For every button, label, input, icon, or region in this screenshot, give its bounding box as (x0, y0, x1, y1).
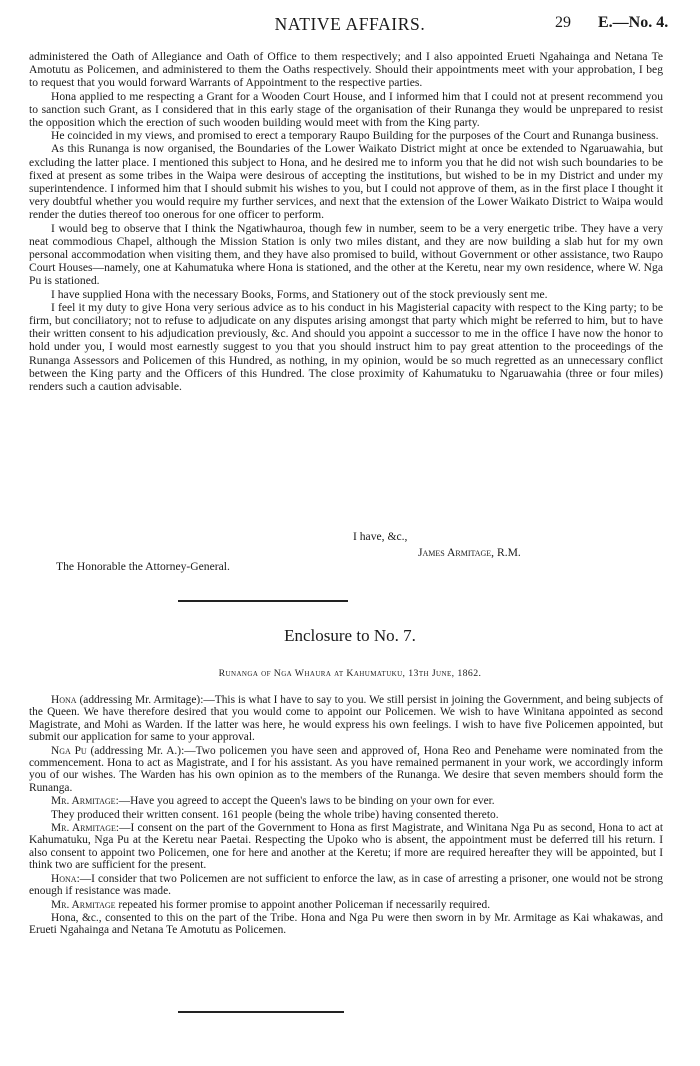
document-reference: E.—No. 4. (598, 14, 669, 31)
paragraph-text: repeated his former promise to appoint another Policeman if necessarily required. (115, 898, 491, 911)
speaker-name: Nga Pu (51, 744, 87, 757)
running-title: NATIVE AFFAIRS. (274, 14, 426, 34)
letter-paragraph: I would beg to observe that I think the Ngatiwhauroa, though few in number, seem to be a very energetic tribe. They have a very neat commodious Chapel, although the Mission Station is only two miles distant, and they are now building a slab hut for my own personal accommodation when visiting them, and they have also promised to build, without Government or other assistance, two Raupo Court Houses—namely, one at Kahumatuka where Hona is stationed, and the other at the Keretu, near my own residence, where W. Nga Pu is stationed. (29, 221, 663, 288)
signature: James Armitage, R.M. (418, 546, 521, 559)
enclosure-paragraph (29, 809, 663, 821)
closing-divider (178, 1011, 344, 1013)
page-header (0, 14, 700, 42)
enclosure-paragraph (29, 899, 663, 911)
page-number: 29 (555, 14, 571, 31)
enclosure-paragraph (29, 822, 663, 872)
enclosure-paragraph (29, 912, 663, 937)
letter-paragraph: I have supplied Hona with the necessary Books, Forms, and Stationery out of the stock previously sent me. (51, 287, 548, 301)
speaker-name: Mr. Armitage (51, 795, 116, 808)
speaker-name: Mr. Armitage (51, 822, 116, 835)
letter-paragraph: He coincided in my views, and promised to erect a temporary Raupo Building for the purposes of the Court and Runanga business. (51, 129, 659, 143)
paragraph-text: (addressing Mr. Armitage):—This is what I have to say to you. We still persist in joining the Government, and being subjects of the Queen. We have therefore desired that you would come to appoint our Policemen. We wish to have Winitana appointed as second Magistrate, and Mohi as Warden. If the latter was here, he would express his own feelings. I wish to have five Policemen appointed, but submit our application for same to your approval. (29, 694, 663, 744)
speaker-name: Hona (51, 872, 77, 885)
letter-body (29, 50, 663, 393)
paragraph-text: Hona, &c., consented to this on the part of the Tribe. Hona and Nga Pu were then sworn in by Mr. Armitage as Kai whakawas, and Erueti Ngahainga and Netana Te Amotutu as Policemen. (29, 911, 663, 937)
letter-paragraph: I feel it my duty to give Hona very serious advice as to his conduct in his Magisterial capacity with respect to the King party; to be firm, but conciliatory; not to refuse to adjudicate on any disputes arising amongst that party which might be referred to him, but to have their written consent to his adjudication previously, &c. And should you appoint a successor to me in the office I have now the honor to hold under you, I would most earnestly suggest to you that you should instruct him to pay great attention to the proceedings of the Runanga Assessors and Policemen of this Hundred, as nothing, in my opinion, would be so much regretted as an unnecessary conflict between the King party and the Officers of this Hundred. The close proximity of Kahumatuku to Ngaruawahia (three or four miles) renders such a caution advisable. (29, 300, 663, 394)
paragraph-text: :—I consent on the part of the Government to Hona as first Magistrate, and Winitana Nga Pu as second, Hona to act at Kahumatuku, Nga Pu at the Keretu near Paetai. Respecting the Upoko who is absent, the appointment must be deferred till his return. I also consent to appoint two Policemen, one for here and another at the Keretu; if more are required hereafter they will be appointed, but I think two are sufficient for the present. (29, 822, 664, 872)
sign-off: I have, &c., (353, 530, 408, 543)
letter-paragraph: Hona applied to me respecting a Grant for a Wooden Court House, and I informed him that I could not at present recommend you to sanction such Grant, as I considered that in this early stage of the organisation of their Runanga they would be unprepared to resist the opposition which the erection of such wooden building would meet with from the King party. (29, 89, 663, 130)
speaker-name: Mr. Armitage (51, 898, 116, 911)
enclosure-paragraph (29, 745, 663, 795)
section-divider (178, 600, 348, 602)
enclosure-title: Enclosure to No. 7. (284, 626, 416, 645)
enclosure-paragraph (29, 873, 663, 898)
enclosure-paragraph (29, 694, 663, 744)
letter-paragraph: administered the Oath of Allegiance and Oath of Office to them respectively; and I also appointed Erueti Ngahainga and Netana Te Amotutu as Policemen, and administered to them the Oaths respectively. Should their appointments meet with your approbation, I beg to request that you would forward Warrants of Appointment to the respective parties. (29, 50, 663, 90)
letter-paragraph: As this Runanga is now organised, the Boundaries of the Lower Waikato District might at once be extended to Ngaruawahia, but excluding the latter place. I mentioned this subject to Hona, and he desired me to inform you that he did not wish such boundaries to be fixed at present as some tribes in the Waipa were desirous of accepting the institutions, but wished to be in my District and under my superintendence. I informed him that I should submit his wishes to you, but I could not approve of them, as in the first place I thought it very doubtful whether you would require my further services, and next that the extension of the Lower Waikato District to Waipa would render the duties thereof too onerous for one officer to perform. (29, 142, 663, 222)
enclosure-subtitle: Runanga of Nga Whaura at Kahumatuku, 13th June, 1862. (218, 668, 482, 679)
paragraph-text: :—Have you agreed to accept the Queen's laws to be binding on your own for ever. (115, 795, 495, 808)
paragraph-text: (addressing Mr. A.):—Two policemen you have seen and approved of, Hona Reo and Penehame were nominated from the commencement. Hona to act as Magistrate, and I for his assistant. As you have remained permanent in your work, we accordingly inform you of our wishes. The Warden has his own opinion as to the members of the Runanga. We desire that seven members should form the Runanga. (29, 744, 663, 794)
enclosure-body (29, 694, 663, 938)
enclosure-paragraph (29, 795, 663, 807)
addressee: The Honorable the Attorney-General. (56, 560, 230, 573)
speaker-name: Hona (51, 694, 77, 706)
paragraph-text: They produced their written consent. 161 people (being the whole tribe) having consented thereto. (51, 808, 499, 821)
paragraph-text: :—I consider that two Policemen are not sufficient to enforce the law, as in case of arresting a prisoner, one would not be strong enough if resistance was made. (29, 872, 663, 898)
